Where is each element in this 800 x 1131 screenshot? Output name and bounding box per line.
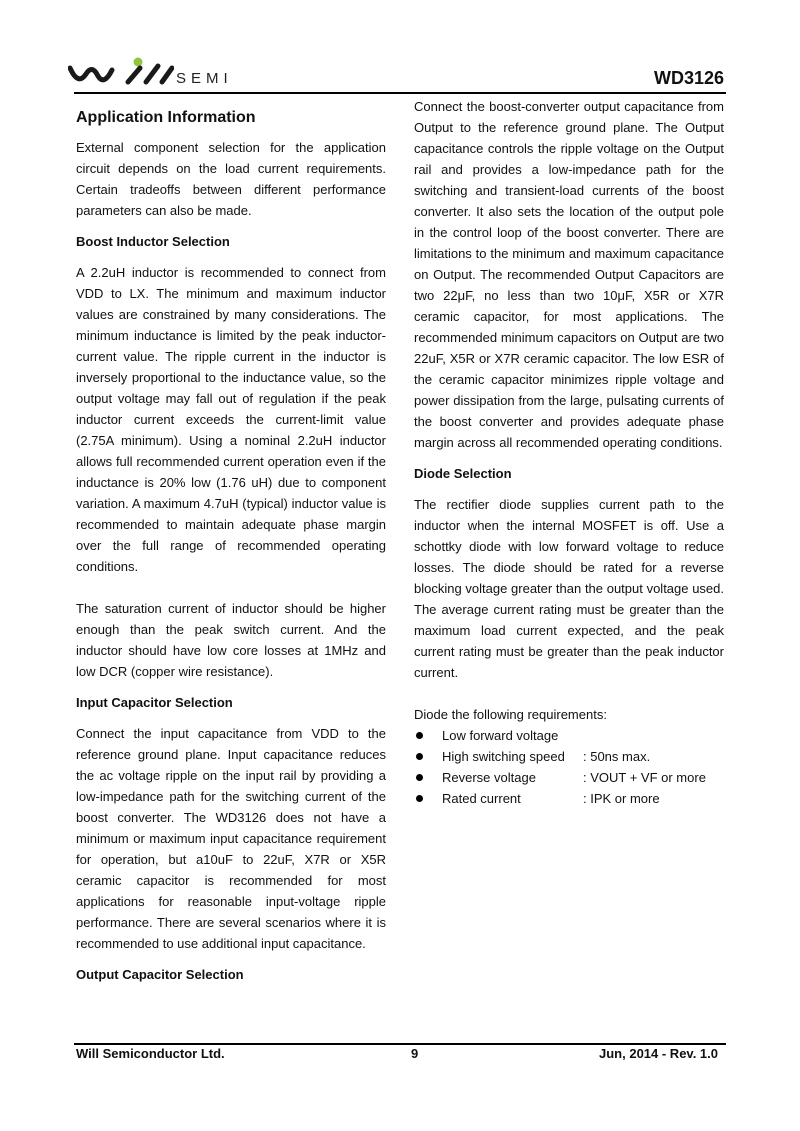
input-capacitor-heading: Input Capacitor Selection (76, 695, 233, 710)
requirements-intro: Diode the following requirements: (414, 707, 607, 722)
page-header (68, 52, 726, 92)
section-title: Application Information (76, 109, 256, 126)
list-item (414, 725, 724, 746)
footer-company: Will Semiconductor Ltd. (76, 1046, 225, 1061)
intro-paragraph: External component selection for the application circuit depends on the load current requirements. Certain tradeoffs between different performance parameters can also be made. (76, 140, 386, 218)
logo-text: SEMI (176, 70, 233, 87)
requirement-value: : IPK or more (583, 791, 660, 806)
boost-inductor-paragraph-2: The saturation current of inductor should be higher enough than the peak switch current. And the inductor should have low core losses at 1MHz and low DCR (copper wire resistance). (76, 601, 386, 679)
requirement-name: Reverse voltage (442, 770, 536, 785)
output-capacitor-heading: Output Capacitor Selection (76, 967, 244, 982)
boost-inductor-paragraph-1: A 2.2uH inductor is recommended to connect from VDD to LX. The minimum and maximum inductor values are constrained by many considerations. The minimum inductance is limited by the peak inductor-current value. The ripple current in the inductor is inversely proportional to the inductance value, so the output voltage may fall out of regulation if the peak inductor current exceeds the current-limit value (2.75A minimum). Using a nominal 2.2uH inductor allows full recommended current operation even if the inductance is 20% low (1.76 uH) due to component variation. A maximum 4.7uH (typical) inductor value is recommended to maintain adequate phase margin over the full range of recommended operating conditions. (76, 265, 386, 574)
footer-page-number: 9 (411, 1046, 419, 1061)
left-column (76, 107, 386, 985)
requirement-name: Rated current (442, 791, 521, 806)
bullet-icon (416, 774, 423, 781)
input-capacitor-paragraph: Connect the input capacitance from VDD to the reference ground plane. Input capacitance reduces the ac voltage ripple on the input rail by providing a low-impedance path for the switching current of the boost converter. The WD3126 does not have a minimum or maximum input capacitance requirement for operation, but a10uF to 22uF, X7R or X5R ceramic capacitor is recommended for most applications for reasonable input-voltage ripple performance. There are several scenarios where it is recommended to use additional input capacitance. (76, 726, 386, 951)
list-item (414, 746, 724, 767)
footer-divider (74, 1043, 726, 1045)
diode-selection-heading: Diode Selection (414, 466, 512, 481)
list-item (414, 788, 724, 809)
requirement-value: : 50ns max. (583, 749, 651, 764)
diode-selection-paragraph: The rectifier diode supplies current path to the inductor when the internal MOSFET is off. Use a schottky diode with low forward voltage to reduce losses. The diode should be rated for a reverse blocking voltage greater than the output voltage used. The average current rating must be greater than the maximum load current expected, and the peak current rating must be greater than the peak inductor current. (414, 497, 724, 680)
output-capacitor-paragraph: Connect the boost-converter output capacitance from Output to the reference ground plane. The Output capacitance controls the ripple voltage on the Output rail and provides a low-impedance path for the switching and transient-load currents of the boost converter. It also sets the location of the output pole in the control loop of the boost converter. There are limitations to the minimum and maximum capacitance on Output. The recommended Output Capacitors are two 22μF, no less than two 10μF, X5R or X7R ceramic capacitor, for most applications. The recommended minimum capacitors on Output are two 22uF, X5R or X7R ceramic capacitor. The low ESR of the ceramic capacitor minimizes ripple voltage and power dissipation from the large, pulsating currents of the boost converter and provides adequate phase margin across all recommended operating conditions. (414, 99, 724, 450)
footer-date-revision: Jun, 2014 - Rev. 1.0 (599, 1046, 718, 1061)
header-divider (74, 92, 726, 94)
bullet-icon (416, 732, 423, 739)
will-semi-logo (68, 56, 248, 88)
requirement-name: Low forward voltage (442, 728, 559, 743)
requirement-value: : VOUT + VF or more (583, 770, 706, 785)
list-item (414, 767, 724, 788)
boost-inductor-heading: Boost Inductor Selection (76, 234, 230, 249)
bullet-icon (416, 753, 423, 760)
will-logo-icon (68, 56, 174, 88)
requirements-list (414, 725, 724, 809)
right-column (414, 96, 724, 809)
bullet-icon (416, 795, 423, 802)
part-number: WD3126 (653, 68, 724, 88)
requirement-name: High switching speed (442, 749, 565, 764)
